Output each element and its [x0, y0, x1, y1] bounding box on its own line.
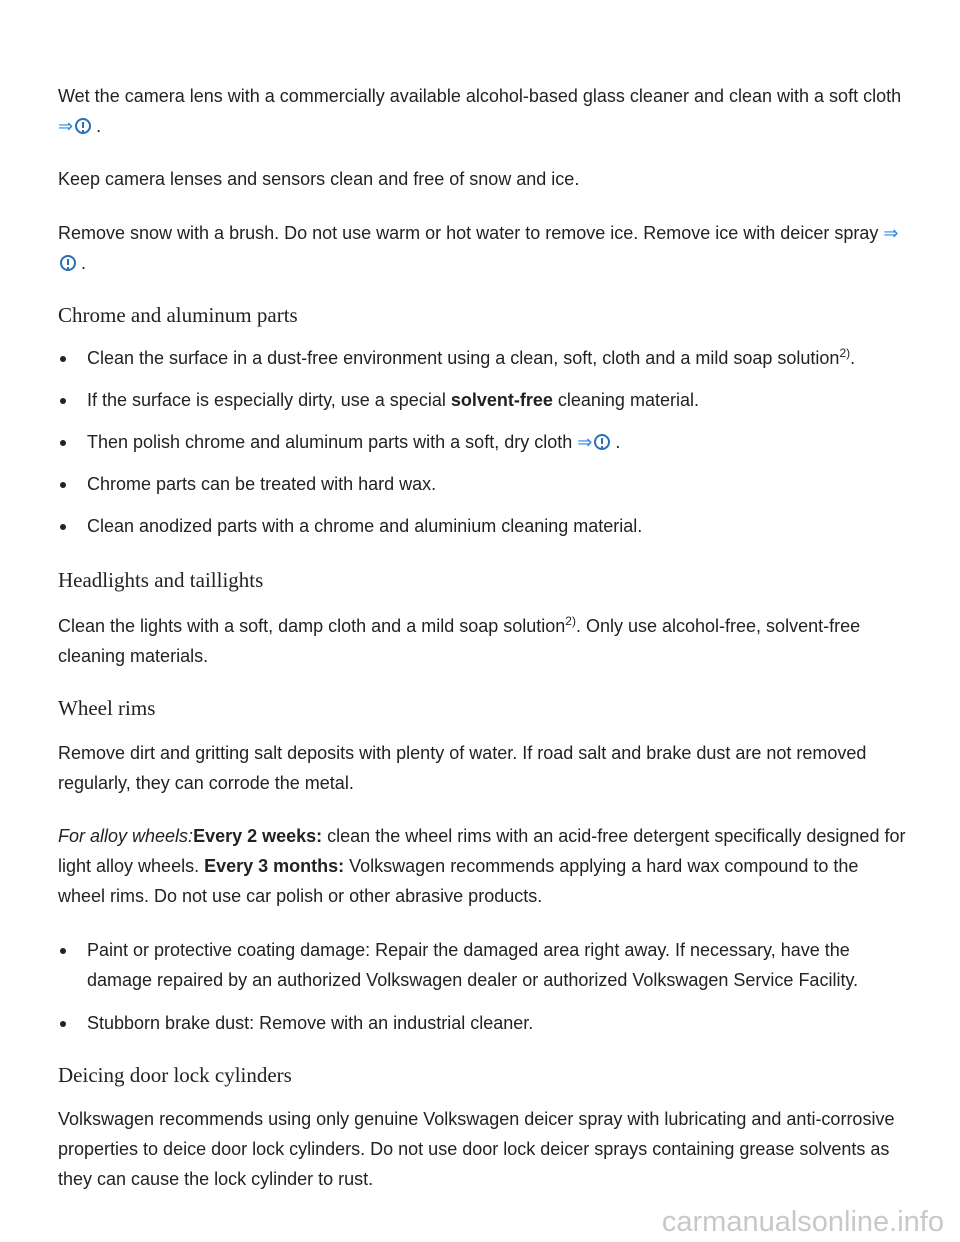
reference-arrow[interactable]: ⇒ [577, 432, 593, 452]
lights-heading: Headlights and taillights [58, 568, 264, 592]
list-item: Clean the surface in a dust-free environment using a clean, soft, cloth and a mild soap solution$^{2)}$. [58, 343, 908, 385]
wheel-heading: Wheel rims [58, 696, 156, 720]
exclamation-circle-icon[interactable] [594, 434, 610, 450]
remove-snow-paragraph: Remove snow with a brush. Do not use warm or hot water to remove ice. Remove ice with deicer spray ⇒ . [58, 223, 899, 273]
wheel-paragraph: Remove dirt and gritting salt deposits with plenty of water. If road salt and brake dust are not removed regularly, they can corrode the metal. [58, 743, 867, 793]
reference-arrow[interactable]: ⇒ [58, 116, 74, 136]
reference-arrow[interactable]: ⇒ [883, 223, 899, 243]
list-item: Clean anodized parts with a chrome and aluminium cleaning material. [58, 511, 908, 553]
lights-paragraph: Clean the lights with a soft, damp cloth and a mild soap solution$^{2)}$. Only use alcohol-free, solvent-free cleaning materials. [58, 614, 861, 666]
deice-paragraph: Volkswagen recommends using only genuine Volkswagen deicer spray with lubricating and anti-corrosive properties to deice door lock cylinders. Do not use door lock deicer sprays containing grease solvents as they can cause the lock cylinder to rust. [58, 1109, 895, 1189]
list-item: If the surface is especially dirty, use a special solvent-free cleaning material. [58, 385, 908, 427]
chrome-list [58, 343, 908, 553]
camera-lens-paragraph: Wet the camera lens with a commercially available alcohol-based glass cleaner and clean with a soft cloth ⇒ . [58, 86, 902, 136]
list-item: Paint or protective coating damage: Repair the damaged area right away. If necessary, have the damage repaired by an authorized Volkswagen dealer or authorized Volkswagen Service Facility. [58, 935, 908, 1008]
chrome-heading: Chrome and aluminum parts [58, 303, 298, 327]
alloy-wheels-paragraph: For alloy wheels:Every 2 weeks: clean the wheel rims with an acid-free detergent specifically designed for light alloy wheels. Every 3 months: Volkswagen recommends applying a hard wax compound to the wheel rims. Do not use car polish or other abrasive products. [58, 826, 906, 906]
list-item: Chrome parts can be treated with hard wax. [58, 469, 908, 511]
exclamation-circle-icon[interactable] [75, 118, 91, 134]
exclamation-circle-icon[interactable] [60, 255, 76, 271]
deice-heading: Deicing door lock cylinders [58, 1063, 292, 1087]
list-item: Then polish chrome and aluminum parts with a soft, dry cloth ⇒ . [58, 427, 908, 469]
wheel-list [58, 935, 908, 1038]
list-item: Stubborn brake dust: Remove with an industrial cleaner. [58, 1008, 908, 1038]
keep-clean-paragraph: Keep camera lenses and sensors clean and free of snow and ice. [58, 169, 580, 189]
watermark: carmanualsonline.info [661, 1206, 944, 1238]
